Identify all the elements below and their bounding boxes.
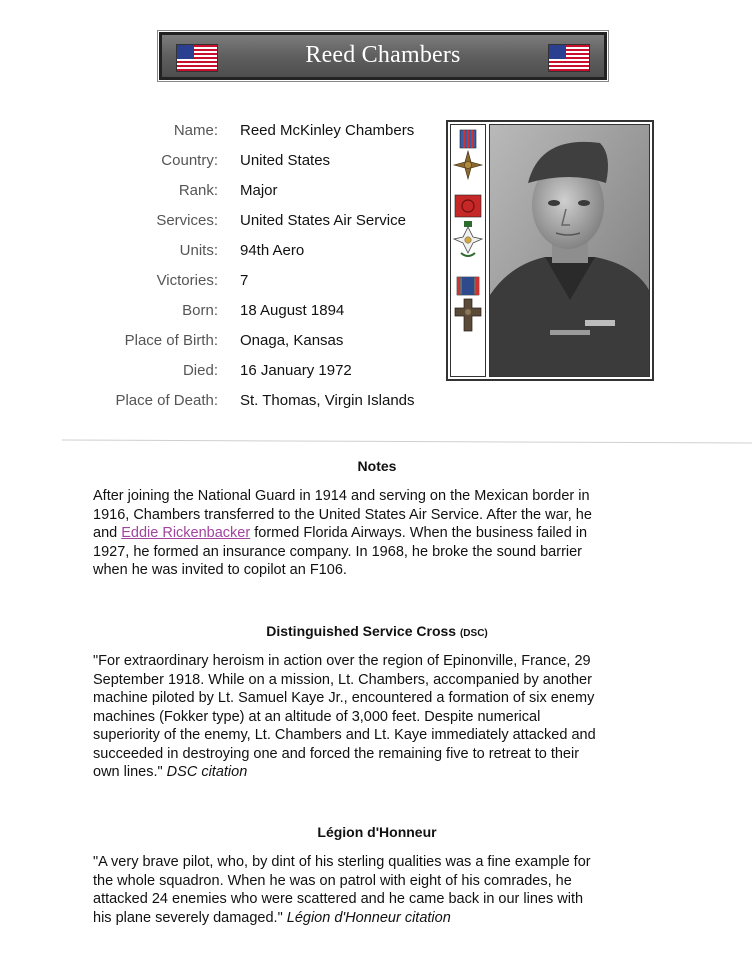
portrait-photo xyxy=(489,124,650,377)
dsc-line xyxy=(93,763,693,782)
info-value: United States Air Service xyxy=(240,212,406,229)
info-label: Units: xyxy=(179,242,218,259)
info-label: Name: xyxy=(173,122,218,139)
info-label: Services: xyxy=(156,212,218,229)
info-row-victories xyxy=(90,269,450,299)
notes-line-text: formed Florida Airways. When the business failed in xyxy=(250,525,588,541)
notes-line xyxy=(93,524,693,543)
dsc-line: "For extraordinary heroism in action over the region of Epinonville, France, 29 xyxy=(93,653,591,669)
info-label: Born: xyxy=(182,302,218,319)
legion-line xyxy=(93,909,693,928)
legion-citation-paragraph xyxy=(93,853,693,927)
info-row-place-of-birth xyxy=(90,329,450,359)
dsc-line: machines (Fokker type) at an altitude of 3,000 feet. Despite numerical xyxy=(93,708,541,725)
info-label: Place of Birth: xyxy=(124,332,218,349)
info-value: St. Thomas, Virgin Islands xyxy=(240,392,415,409)
portrait-frame xyxy=(446,120,654,381)
dsc-citation-paragraph xyxy=(93,652,693,782)
info-row-born xyxy=(90,299,450,329)
legion-line: the whole squadron. When he was on patrol with eight of his comrades, he xyxy=(93,872,572,889)
info-value: Onaga, Kansas xyxy=(240,332,344,349)
info-label: Rank: xyxy=(178,182,218,199)
dsc-citation-source: DSC citation xyxy=(166,764,248,780)
legion-line: "A very brave pilot, who, by dint of his sterling qualities was a fine example for xyxy=(93,854,591,870)
dsc-heading-abbr: (DSC) xyxy=(459,628,488,639)
dsc-heading-text: Distinguished Service Cross xyxy=(266,623,457,639)
notes-line: 1916, Chambers transferred to the United States Air Service. After the war, he xyxy=(93,506,592,523)
info-row-place-of-death xyxy=(90,389,450,419)
section-divider xyxy=(62,439,752,443)
page-title: Reed Chambers xyxy=(305,42,461,68)
eddie-rickenbacker-link[interactable]: Eddie Rickenbacker xyxy=(121,525,251,541)
notes-line: 1927, he formed an insurance company. In 1968, he broke the sound barrier xyxy=(93,543,583,560)
legion-heading: Légion d'Honneur xyxy=(317,824,437,840)
notes-line-text: and xyxy=(93,525,122,541)
info-row-name xyxy=(90,119,450,149)
dsc-line: superiority of the enemy, Lt. Chambers and Lt. Kaye immediately attacked and xyxy=(93,727,596,743)
notes-paragraph xyxy=(93,487,693,580)
info-label: Died: xyxy=(182,362,218,379)
info-row-rank xyxy=(90,179,450,209)
dsc-line: machine piloted by Lt. Samuel Kaye Jr., encountered a formation of six enemy xyxy=(93,690,595,706)
info-value: Major xyxy=(240,182,278,199)
dsc-heading xyxy=(0,623,754,639)
dsc-line: September 1918. While on a mission, Lt. Chambers, accompanied by another xyxy=(93,671,592,688)
info-label: Victories: xyxy=(156,272,218,289)
dsc-line: succeeded in destroying one and forced the remaining five to retreat to their xyxy=(93,745,580,762)
us-flag-icon xyxy=(548,44,590,72)
notes-heading: Notes xyxy=(357,458,397,474)
legion-dhonneur-medal-icon xyxy=(451,193,485,271)
distinguished-service-cross-medal-icon xyxy=(451,275,485,345)
dsc-last-line: own lines." xyxy=(93,764,163,780)
legion-line: attacked 24 enemies who were scattered and he came back in our lines with xyxy=(93,891,584,907)
legion-last-line: his plane severely damaged." xyxy=(93,909,283,926)
info-value: Reed McKinley Chambers xyxy=(240,122,415,139)
info-value: 18 August 1894 xyxy=(240,302,345,319)
info-value: 16 January 1972 xyxy=(240,362,352,379)
info-row-country xyxy=(90,149,450,179)
info-row-died xyxy=(90,359,450,389)
info-label: Country: xyxy=(161,152,218,169)
notes-line: After joining the National Guard in 1914 and serving on the Mexican border in xyxy=(93,488,590,504)
legion-citation-source: Légion d'Honneur citation xyxy=(286,909,451,926)
title-banner xyxy=(159,32,607,80)
info-row-services xyxy=(90,209,450,239)
info-value: United States xyxy=(240,152,331,169)
notes-line: when he was invited to copilot an F106. xyxy=(93,562,347,578)
info-label: Place of Death: xyxy=(115,392,218,409)
info-value: 7 xyxy=(240,272,249,289)
info-value: 94th Aero xyxy=(240,242,305,259)
info-row-units xyxy=(90,239,450,269)
medal-ribbon-strip xyxy=(450,124,486,377)
croix-de-guerre-medal-icon xyxy=(451,129,485,193)
